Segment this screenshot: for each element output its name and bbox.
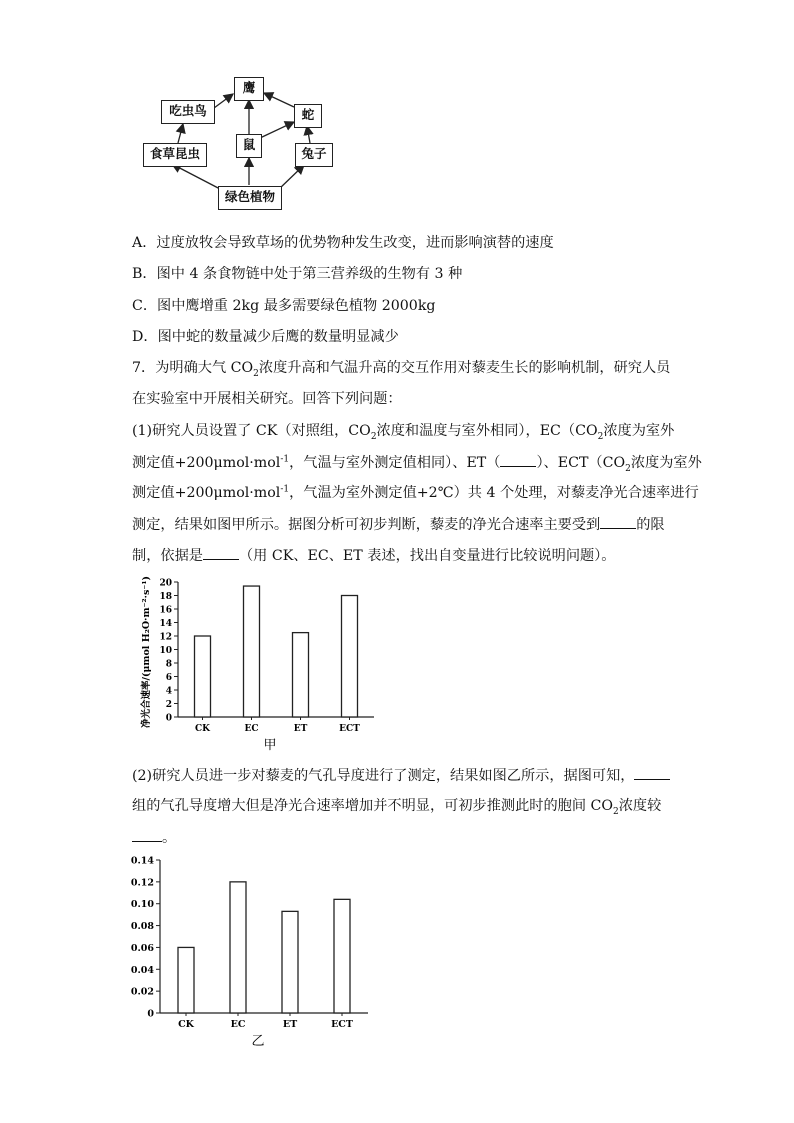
- q7-part1-line-1: [132, 421, 674, 441]
- superscript: -1: [280, 454, 290, 465]
- q7-part1-line-4: [132, 514, 665, 535]
- answer-blank-group[interactable]: [634, 765, 670, 780]
- y-tick-label: 0.06: [130, 942, 154, 954]
- node-green-plants: 绿色植物: [218, 186, 282, 210]
- y-tick-label: 0.14: [130, 855, 154, 867]
- x-tick-label: ET: [293, 724, 308, 734]
- q7-text: 浓度和温度与室外相同），EC（CO: [376, 423, 598, 439]
- bar-ect: [342, 596, 358, 718]
- q7-part2-line-2: [132, 796, 661, 816]
- option-d: D．图中蛇的数量减少后鹰的数量明显减少: [132, 329, 399, 345]
- q7-text: ，气温为室外测定值+2℃）共 4 个处理，对藜麦净光合速率进行: [289, 485, 699, 501]
- chart-jia-ylabel: 净光合速率/(μmol H₂O·m⁻²·s⁻¹): [141, 576, 152, 728]
- y-tick-label: 12: [159, 632, 172, 643]
- q7-text: 组的气孔导度增大但是净光合速率增加并不明显，可初步推测此时的胞间 CO: [132, 798, 613, 814]
- q7-text: (2)研究人员进一步对藜麦的气孔导度进行了测定，结果如图乙所示，据图可知，: [132, 768, 635, 784]
- y-tick-label: 10: [159, 646, 172, 656]
- x-tick-label: CK: [178, 1019, 194, 1030]
- y-tick-label: 4: [165, 686, 172, 697]
- q7-text: 浓度为室外: [603, 423, 675, 439]
- q7-text: ）、ECT（CO: [536, 455, 626, 471]
- subscript: 2: [613, 806, 619, 817]
- y-tick-label: 8: [165, 659, 172, 670]
- answer-blank-et[interactable]: [500, 452, 536, 467]
- superscript: -1: [280, 484, 290, 495]
- subscript: 2: [597, 431, 604, 442]
- y-tick-label: 0.08: [130, 921, 154, 933]
- y-tick-label: 14: [159, 619, 172, 629]
- node-rabbit: 兔子: [295, 143, 333, 167]
- node-insectivorous-bird: 吃虫鸟: [161, 100, 215, 124]
- bar-ect: [334, 899, 350, 1013]
- node-mouse: 鼠: [236, 134, 262, 158]
- q7-text: 浓度升高和气温升高的交互作用对藜麦生长的影响机制，研究人员: [258, 360, 671, 376]
- q7-text: 7．为明确大气 CO: [132, 360, 254, 376]
- q7-part2-line-3: [132, 827, 176, 848]
- y-tick-label: 16: [159, 605, 172, 616]
- q7-text: （用 CK、EC、ET 表述，找出自变量进行比较说明问题）。: [238, 548, 616, 564]
- q7-text: 制，依据是: [132, 548, 203, 564]
- y-tick-label: 0: [165, 713, 172, 724]
- x-tick-label: ECT: [339, 724, 360, 734]
- q7-line-1: [132, 358, 670, 378]
- y-tick-label: 0.10: [130, 899, 154, 911]
- q7-text: (1)研究人员设置了 CK（对照组，CO: [132, 423, 371, 439]
- option-a: A．过度放牧会导致草场的优势物种发生改变，进而影响演替的速度: [132, 235, 554, 251]
- bar-ck: [195, 636, 211, 717]
- x-tick-label: ET: [282, 1019, 298, 1030]
- answer-blank-basis[interactable]: [203, 545, 239, 560]
- q7-text: 。: [162, 830, 177, 846]
- q7-text: 浓度较: [618, 798, 662, 814]
- node-herbivorous-insect: 食草昆虫: [143, 143, 207, 167]
- q7-part1-line-2: [132, 452, 702, 473]
- q7-text: 浓度为室外: [630, 455, 702, 471]
- x-tick-label: EC: [230, 1019, 246, 1030]
- subscript: 2: [370, 431, 377, 442]
- option-b: B．图中 4 条食物链中处于第三营养级的生物有 3 种: [132, 266, 463, 282]
- y-tick-label: 18: [159, 592, 172, 602]
- y-tick-label: 6: [165, 673, 172, 683]
- y-tick-label: 20: [159, 578, 172, 589]
- chart-jia: [140, 574, 380, 754]
- bar-et: [282, 911, 298, 1013]
- q7-part2-line-1: [132, 765, 670, 786]
- bar-ec: [230, 882, 246, 1013]
- subscript: 2: [625, 463, 631, 474]
- q7-text: 的限: [636, 517, 665, 533]
- node-snake: 蛇: [294, 104, 322, 128]
- y-tick-label: 0.04: [130, 964, 154, 976]
- bar-et: [293, 633, 309, 717]
- chart-caption: 甲: [263, 738, 277, 753]
- food-web-arrows: [0, 0, 794, 220]
- answer-blank-co2-level[interactable]: [132, 827, 162, 842]
- q7-part1-line-3: [132, 483, 699, 503]
- y-tick-label: 0: [147, 1008, 154, 1020]
- q7-text: 测定，结果如图甲所示。据图分析可初步判断，藜麦的净光合速率主要受到: [132, 517, 601, 533]
- q7-text: 测定值+200μmol·mol: [132, 485, 281, 501]
- chart-caption: 乙: [251, 1034, 265, 1049]
- bar-ec: [244, 586, 260, 717]
- option-c: C．图中鹰增重 2kg 最多需要绿色植物 2000kg: [132, 298, 436, 314]
- bar-ck: [178, 947, 194, 1013]
- node-hawk: 鹰: [234, 77, 264, 101]
- subscript: 2: [253, 368, 259, 379]
- y-tick-label: 0.12: [130, 877, 154, 889]
- q7-line-2: 在实验室中开展相关研究。回答下列问题：: [132, 391, 402, 407]
- x-tick-label: EC: [244, 724, 259, 734]
- y-tick-label: 0.02: [130, 986, 154, 998]
- q7-part1-line-5: [132, 545, 616, 566]
- x-tick-label: ECT: [331, 1019, 353, 1030]
- y-tick-label: 2: [165, 700, 172, 710]
- x-tick-label: CK: [195, 724, 210, 734]
- q7-text: ，气温与室外测定值相同）、ET（: [289, 455, 501, 471]
- q7-text: 测定值+200μmol·mol: [132, 455, 281, 471]
- chart-yi: [120, 852, 370, 1050]
- answer-blank-limiting-factor[interactable]: [600, 514, 636, 529]
